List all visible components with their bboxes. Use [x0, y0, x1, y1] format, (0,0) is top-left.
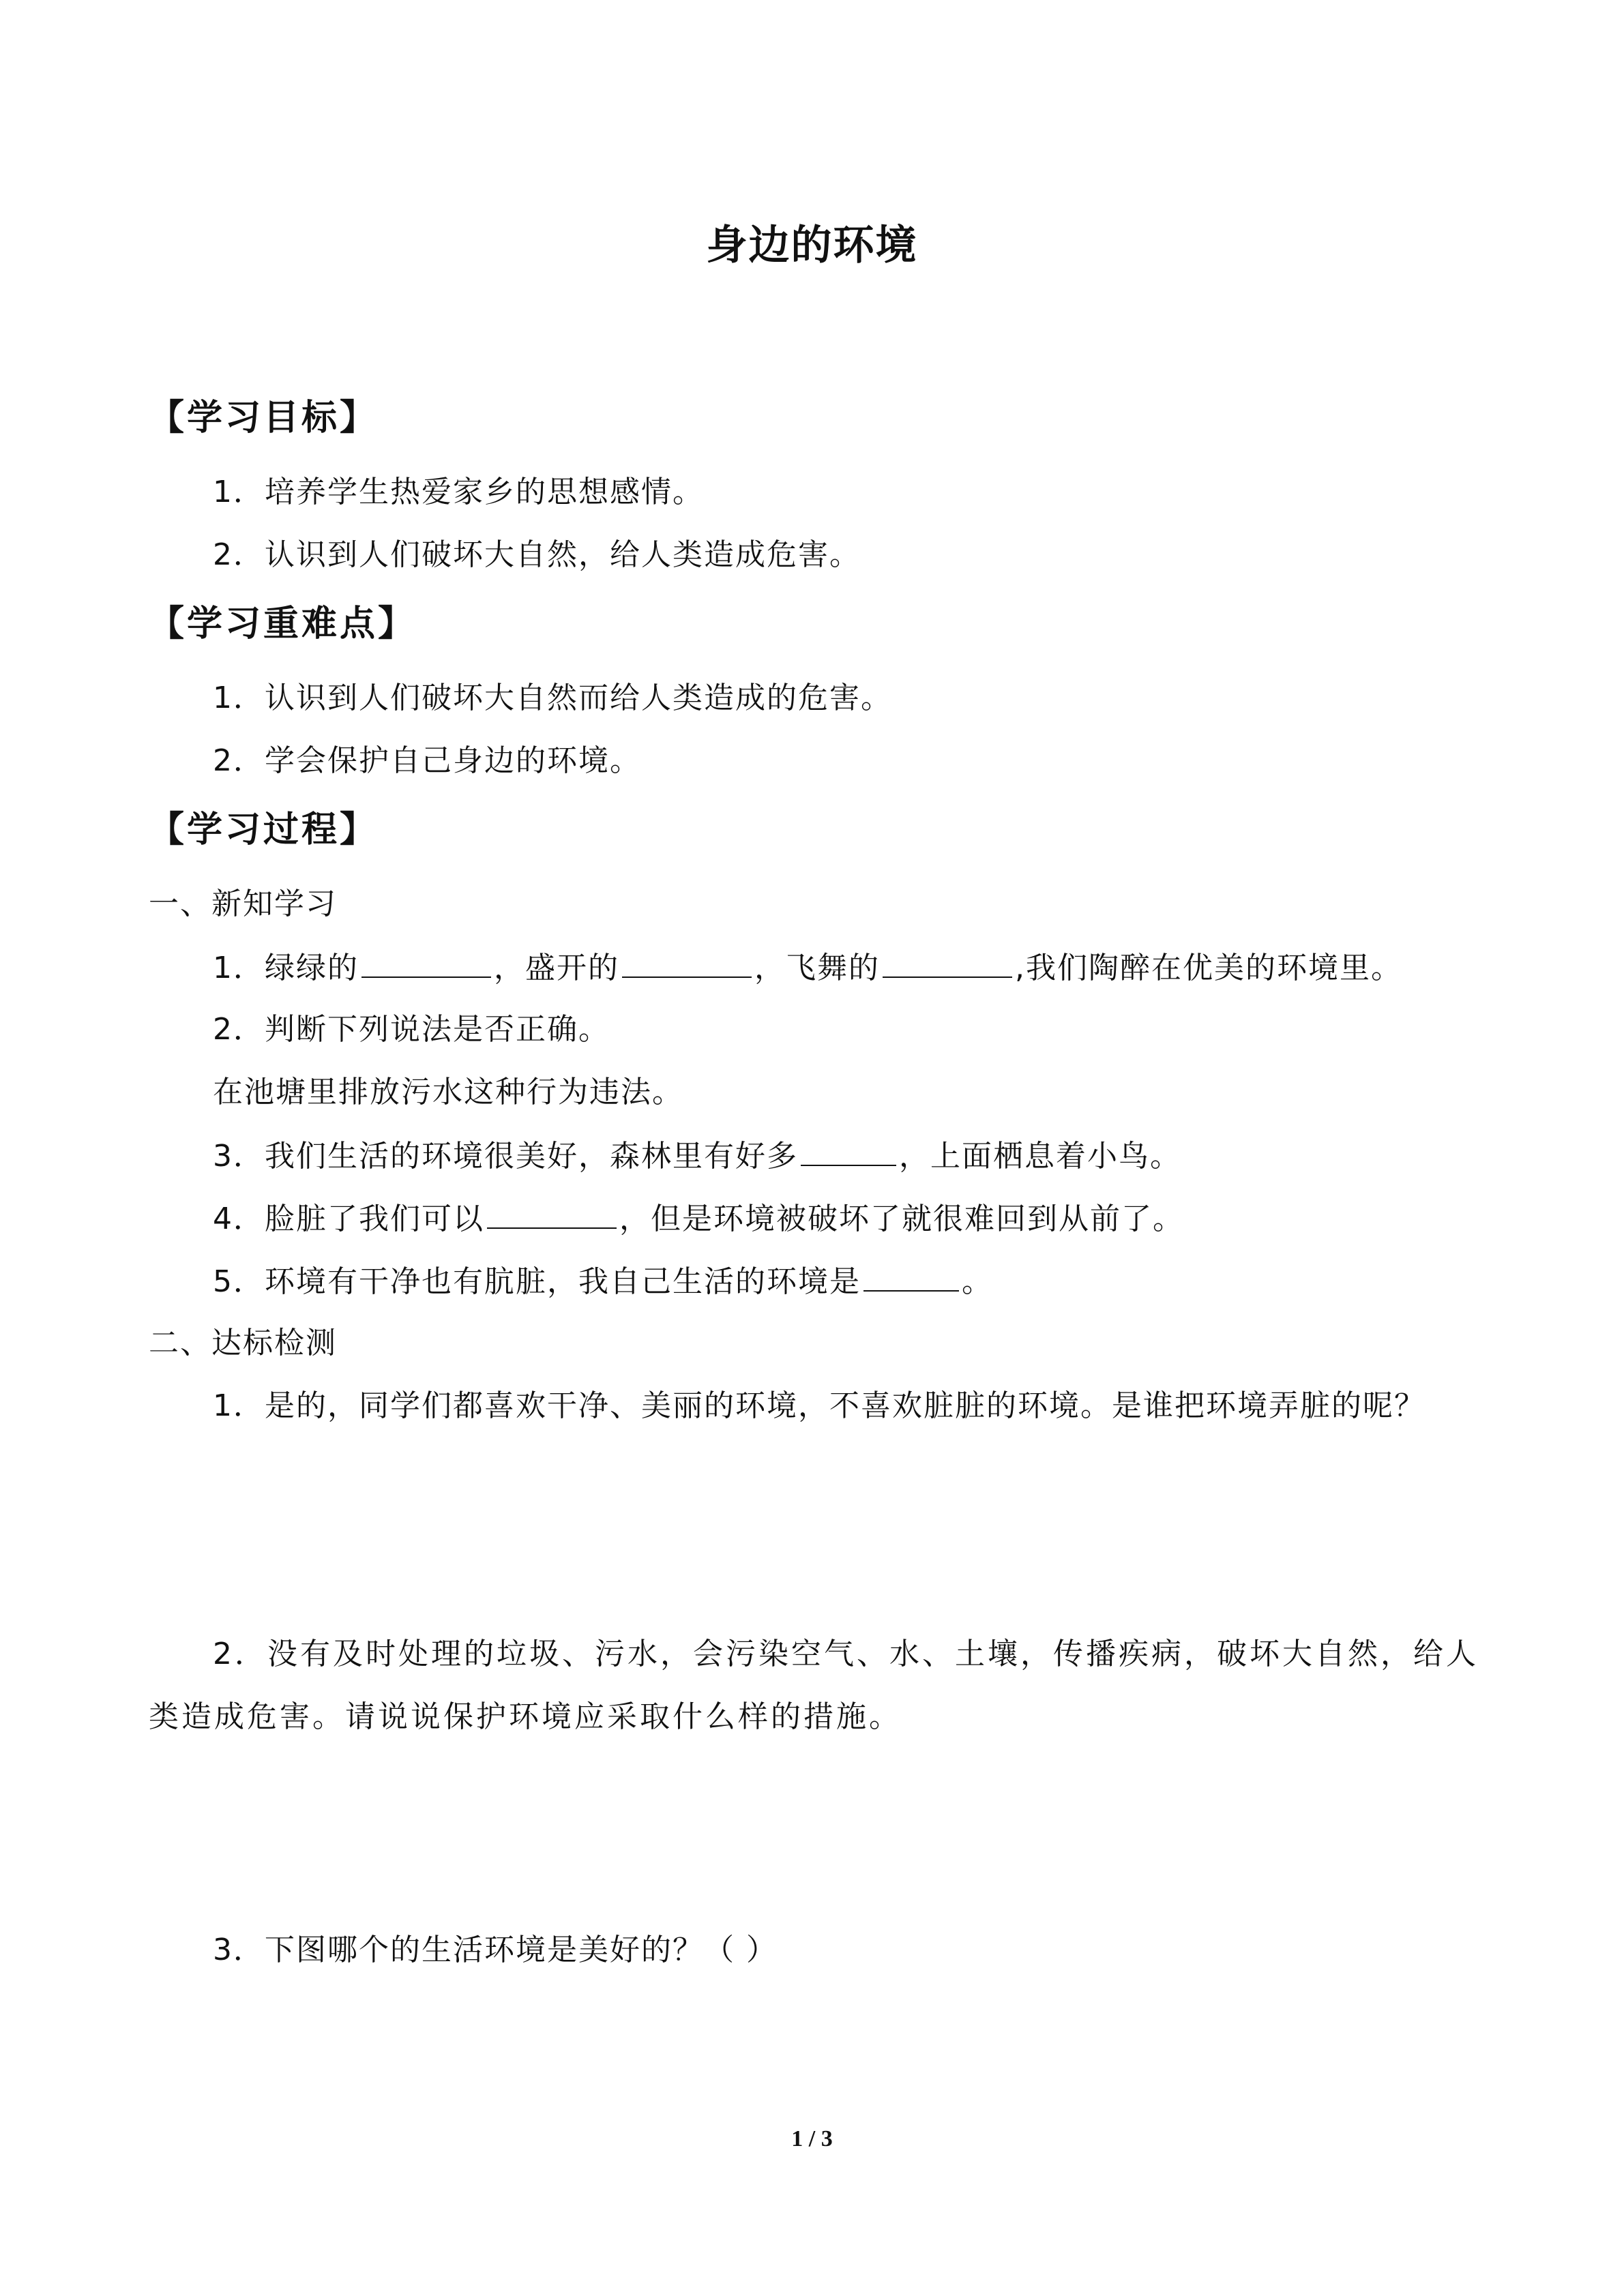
question-5-text-a: 5．环境有干净也有肮脏，我自己生活的环境是	[213, 1264, 861, 1299]
question-1	[213, 946, 1402, 989]
part2-title: 二、达标检测	[149, 1326, 337, 1360]
objective-item-1: 1．培养学生热爱家乡的思想感情。	[213, 475, 704, 509]
answer-blank	[883, 946, 1012, 978]
answer-blank	[622, 946, 752, 978]
test-question-3: 3．下图哪个的生活环境是美好的？（ ）	[213, 1933, 778, 1967]
answer-blank	[487, 1197, 617, 1229]
answer-blank	[361, 946, 491, 978]
question-3	[213, 1135, 1181, 1177]
question-1-text-d: ,我们陶醉在优美的环境里。	[1015, 951, 1402, 985]
key-points-heading: 【学习重难点】	[149, 603, 417, 644]
page-number: 1 / 3	[791, 2126, 833, 2151]
answer-blank	[801, 1135, 896, 1166]
question-2-statement: 在池塘里排放污水这种行为违法。	[213, 1075, 683, 1109]
page-title: 身边的环境	[706, 222, 918, 269]
process-heading: 【学习过程】	[149, 809, 379, 850]
question-5	[213, 1260, 993, 1302]
question-4-text-a: 4．脸脏了我们可以	[213, 1202, 484, 1236]
question-1-text-b: ，盛开的	[494, 951, 619, 985]
key-point-item-2: 2．学会保护自己身边的环境。	[213, 743, 641, 778]
question-5-text-b: 。	[962, 1264, 993, 1299]
question-4	[213, 1197, 1184, 1240]
test-question-1: 1．是的，同学们都喜欢干净、美丽的环境，不喜欢脏脏的环境。是谁把环境弄脏的呢？	[213, 1388, 1426, 1423]
part1-title: 一、新知学习	[149, 886, 337, 921]
question-1-text-a: 1．绿绿的	[213, 951, 359, 985]
question-2: 2．判断下列说法是否正确。	[213, 1012, 610, 1047]
question-4-text-b: ，但是环境被破坏了就很难回到从前了。	[619, 1202, 1184, 1236]
question-3-text-b: ，上面栖息着小鸟。	[899, 1139, 1181, 1174]
objectives-heading: 【学习目标】	[149, 398, 379, 438]
question-3-text-a: 3．我们生活的环境很美好，森林里有好多	[213, 1139, 798, 1174]
question-1-text-c: ，飞舞的	[754, 951, 880, 985]
answer-blank	[863, 1260, 959, 1292]
objective-item-2: 2．认识到人们破坏大自然，给人类造成危害。	[213, 537, 861, 572]
test-question-2: 2．没有及时处理的垃圾、污水，会污染空气、水、土壤，传播疾病，破坏大自然，给人类造成危害。请说说保护环境应采取什么样的措施。	[149, 1637, 1479, 1734]
key-point-item-1: 1．认识到人们破坏大自然而给人类造成的危害。	[213, 681, 892, 715]
